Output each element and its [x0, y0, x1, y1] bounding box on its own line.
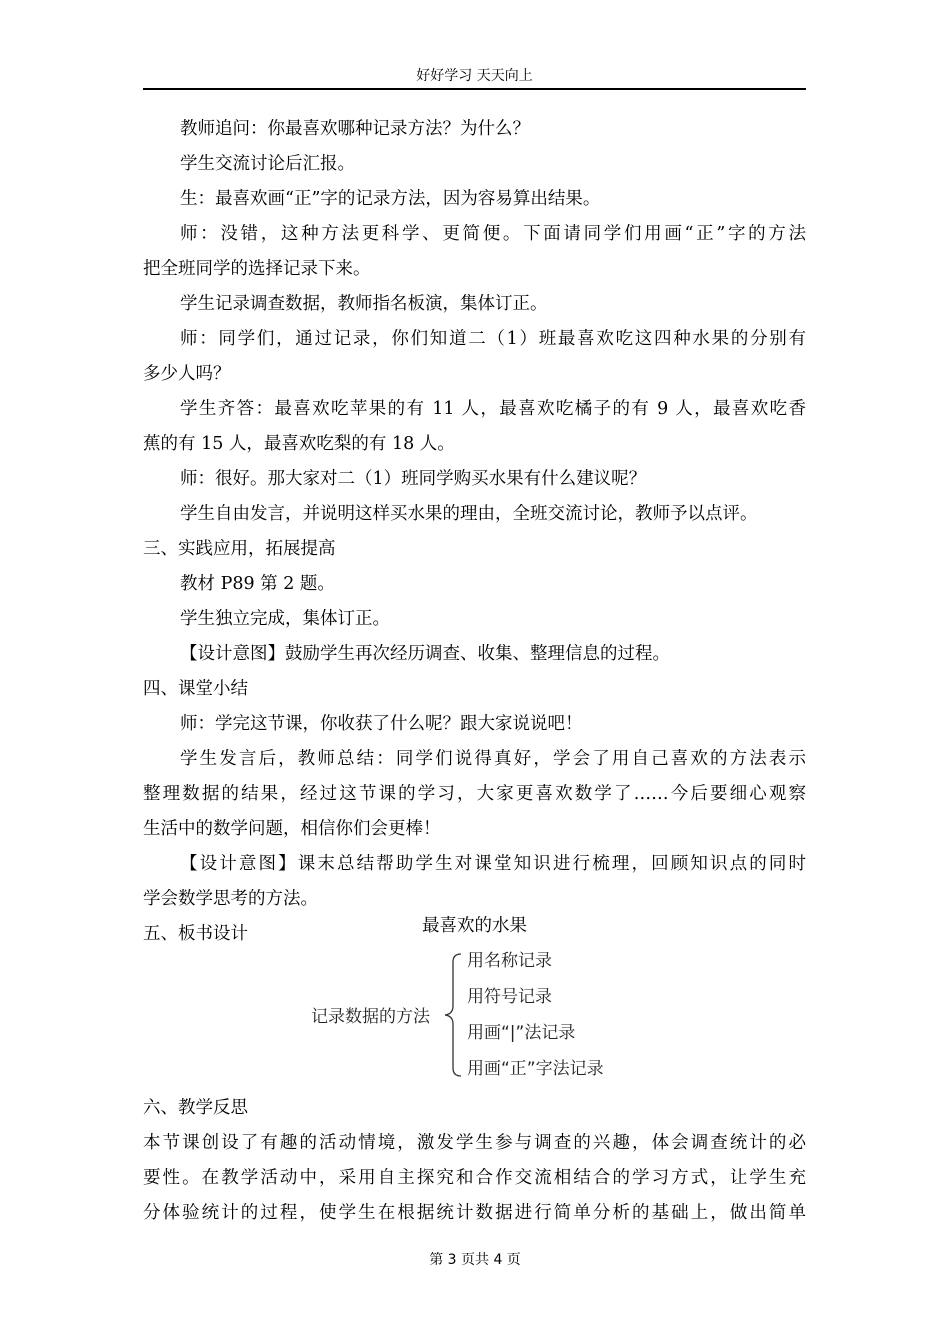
paragraph: 师：同学们，通过记录，你们知道二（1）班最喜欢吃这四种水果的分别有 — [180, 329, 806, 349]
section-heading: 五、板书设计 — [143, 924, 248, 944]
paragraph: 学生记录调查数据，教师指名板演，集体订正。 — [180, 294, 548, 314]
paragraph: 学生交流讨论后汇报。 — [180, 154, 355, 174]
curly-brace-icon — [441, 950, 465, 1080]
board-item: 用画“正”字法记录 — [467, 1059, 604, 1079]
paragraph: 师：很好。那大家对二（1）班同学购买水果有什么建议呢？ — [180, 469, 647, 489]
paragraph: 教材 P89 第 2 题。 — [180, 574, 335, 594]
paragraph-continuation: 生活中的数学问题，相信你们会更棒！ — [143, 819, 441, 839]
board-item: 用符号记录 — [467, 987, 552, 1007]
paragraph-continuation: 分体验统计的过程，使学生在根据统计数据进行简单分析的基础上，做出简单 — [143, 1203, 806, 1223]
section-heading: 三、实践应用，拓展提高 — [143, 539, 336, 559]
paragraph: 学生发言后，教师总结：同学们说得真好，学会了用自己喜欢的方法表示 — [180, 749, 806, 769]
paragraph-continuation: 整理数据的结果，经过这节课的学习，大家更喜欢数学了……今后要细心观察 — [143, 784, 806, 804]
section-heading: 四、课堂小结 — [143, 679, 248, 699]
paragraph: 教师追问：你最喜欢哪种记录方法？为什么？ — [180, 119, 530, 139]
board-design-diagram — [143, 906, 806, 1086]
paragraph: 师：没错，这种方法更科学、更简便。下面请同学们用画“正”字的方法 — [180, 224, 806, 244]
paragraph: 学生独立完成，集体订正。 — [180, 609, 390, 629]
paragraph: 生：最喜欢画“正”字的记录方法，因为容易算出结果。 — [180, 189, 601, 209]
paragraph-continuation: 把全班同学的选择记录下来。 — [143, 259, 371, 279]
board-item: 用画“|”法记录 — [467, 1023, 576, 1043]
paragraph-continuation: 蕉的有 15 人，最喜欢吃梨的有 18 人。 — [143, 434, 455, 454]
section-heading: 六、教学反思 — [143, 1098, 248, 1118]
paragraph-continuation: 多少人吗？ — [143, 364, 231, 384]
page-header: 好好学习 天天向上 — [143, 66, 806, 90]
page-footer: 第 3 页共 4 页 — [429, 1252, 521, 1268]
paragraph: 本节课创设了有趣的活动情境，激发学生参与调查的兴趣，体会调查统计的必 — [143, 1133, 806, 1153]
board-left-label: 记录数据的方法 — [311, 1007, 430, 1027]
paragraph: 师：学完这节课，你收获了什么呢？跟大家说说吧！ — [180, 714, 583, 734]
paragraph: 学生齐答：最喜欢吃苹果的有 11 人，最喜欢吃橘子的有 9 人，最喜欢吃香 — [180, 399, 806, 419]
paragraph: 【设计意图】鼓励学生再次经历调查、收集、整理信息的过程。 — [180, 644, 670, 664]
paragraph: 学生自由发言，并说明这样买水果的理由，全班交流讨论，教师予以点评。 — [180, 504, 758, 524]
paragraph-continuation: 要性。在教学活动中，采用自主探究和合作交流相结合的学习方式，让学生充 — [143, 1168, 806, 1188]
reflection-section — [143, 1091, 806, 1231]
board-item: 用名称记录 — [467, 951, 552, 971]
board-title: 最喜欢的水果 — [422, 916, 527, 936]
paragraph: 【设计意图】课末总结帮助学生对课堂知识进行梳理，回顾知识点的同时 — [180, 854, 806, 874]
document-body — [143, 112, 806, 952]
paragraph-continuation: 学会数学思考的方法。 — [143, 889, 318, 909]
